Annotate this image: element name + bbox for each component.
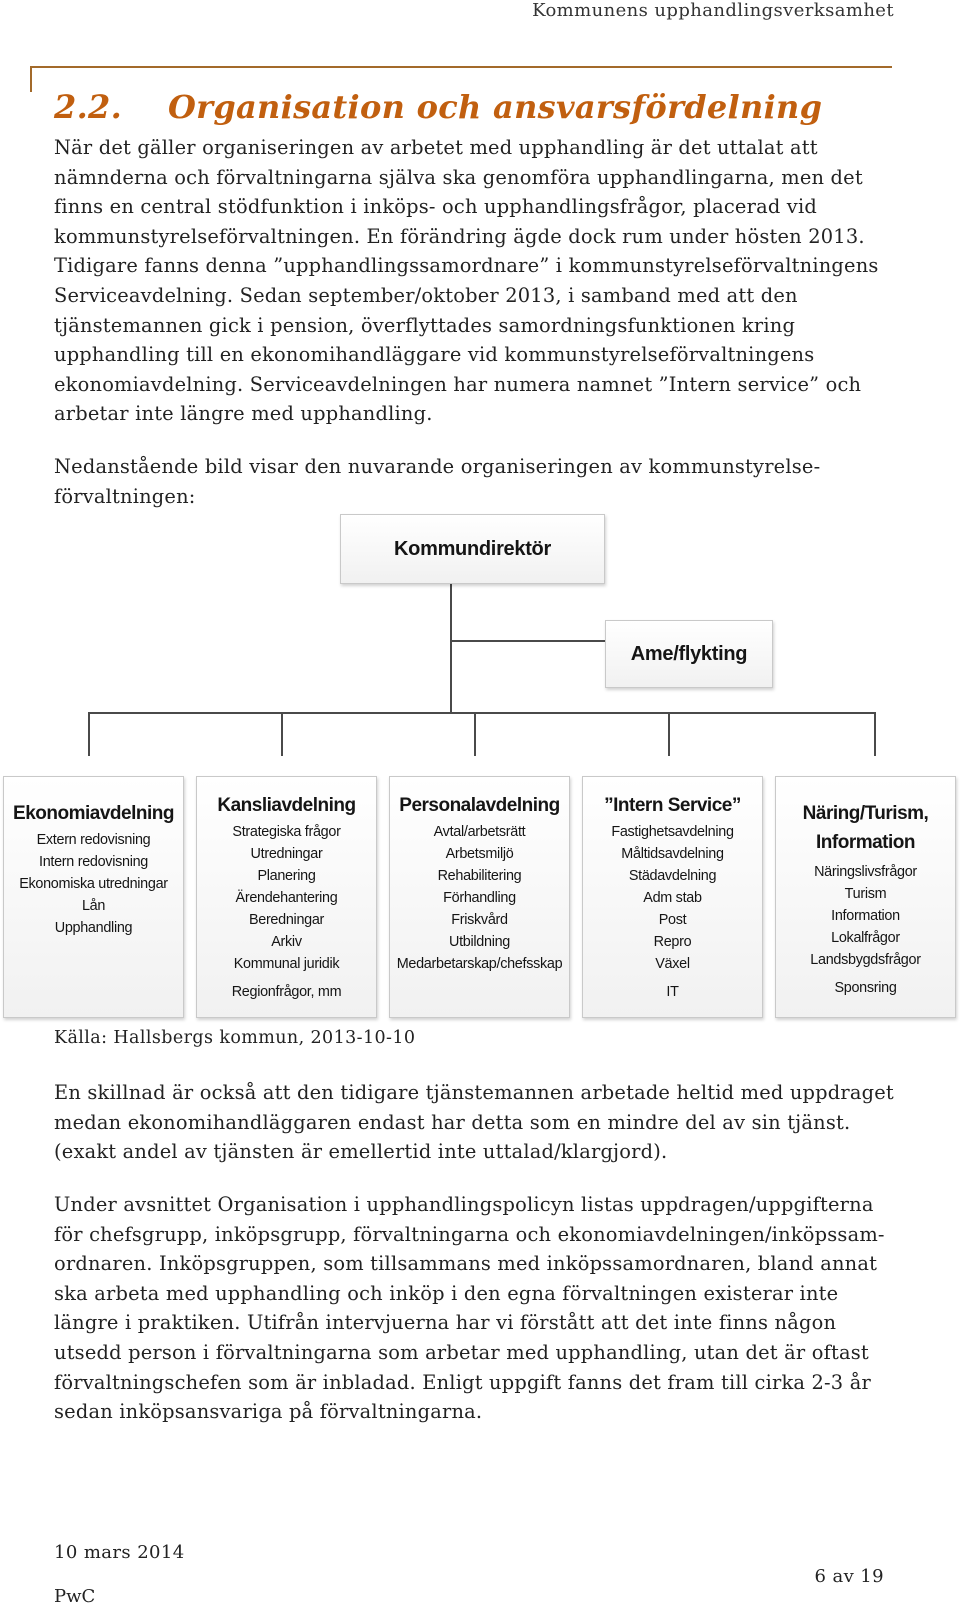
department-item: Arkiv [271, 934, 302, 950]
department-item: Sponsring [834, 980, 897, 996]
department-title: Ekonomiavdelning [13, 803, 174, 824]
department-item: Strategiska frågor [232, 824, 341, 840]
department-item: Planering [257, 868, 316, 884]
department-item: Regionfrågor, mm [231, 984, 342, 1000]
department-box-hr [389, 776, 570, 1018]
department-item: Arbetsmiljö [445, 846, 514, 862]
department-items [4, 829, 183, 939]
page-number: 6 av 19 [814, 1566, 884, 1587]
connector-line [88, 712, 90, 756]
department-items [583, 821, 762, 1003]
paragraph: En skillnad är också att den tidigare tjänstemannen arbetade heltid med uppdraget medan ekonomihandläggaren endast har detta som en mindre del av sin tjänst. (exakt andel av tjänsten är emellertid inte uttalad/klargjord). [54, 1081, 894, 1164]
header-rule [30, 66, 892, 68]
footer-organization: PwC [54, 1586, 96, 1607]
connector-line [281, 712, 283, 756]
department-item: Lån [81, 898, 106, 914]
department-title-line: Näring/Turism, [802, 803, 929, 824]
department-item: Intern redovisning [39, 854, 148, 870]
body-text-policy [54, 1190, 904, 1427]
connector-line [874, 712, 876, 756]
department-item: Utbildning [449, 934, 510, 950]
department-item: Växel [655, 956, 690, 972]
section-number: 2.2. [54, 88, 123, 126]
header-rule-tick [30, 66, 32, 92]
department-item: Friskvård [451, 912, 508, 928]
department-item: Avtal/arbetsrätt [433, 824, 526, 840]
department-item: Lokalfrågor [831, 930, 900, 946]
paragraph: Nedanstående bild visar den nuvarande organiseringen av kommunstyrelse-förvaltningen: [54, 455, 821, 508]
department-title [776, 799, 955, 857]
section-heading [54, 88, 822, 126]
department-item: Kommunal juridik [233, 956, 340, 972]
department-item: Medarbetarskap/chefsskap [396, 956, 563, 972]
department-item: Ekonomiska utredningar [19, 876, 168, 892]
department-items [197, 821, 376, 1003]
department-item: Upphandling [54, 920, 133, 936]
department-item: Adm stab [643, 890, 702, 906]
department-title: Personalavdelning [399, 795, 560, 816]
staff-unit-box [605, 620, 773, 688]
department-item: Näringslivsfrågor [814, 864, 917, 880]
body-text-difference [54, 1078, 904, 1167]
body-text-intro [54, 133, 904, 429]
department-item: IT [666, 984, 679, 1000]
staff-unit-label: Ame/flykting [630, 642, 748, 665]
connector-line [668, 712, 670, 756]
figure-caption: Källa: Hallsbergs kommun, 2013-10-10 [54, 1028, 416, 1048]
department-item: Måltidsavdelning [621, 846, 724, 862]
department-item: Rehabilitering [437, 868, 522, 884]
department-items [390, 821, 569, 975]
department-box-business-tourism [775, 776, 956, 1018]
section-title: Organisation och ansvarsfördelning [168, 88, 823, 126]
footer-date: 10 mars 2014 [54, 1542, 185, 1563]
director-box [340, 514, 605, 584]
department-box-chancery [196, 776, 377, 1018]
department-item: Fastighetsavdelning [611, 824, 734, 840]
department-item: Landsbygdsfrågor [810, 952, 921, 968]
department-item: Extern redovisning [36, 832, 151, 848]
department-item: Förhandling [443, 890, 516, 906]
body-text-chart-intro [54, 452, 904, 511]
org-chart [0, 514, 960, 1022]
department-item: Städavdelning [628, 868, 717, 884]
department-item: Information [831, 908, 900, 924]
department-title: ”Intern Service” [604, 795, 741, 816]
paragraph: Under avsnittet Organisation i upphandlingspolicyn listas uppdragen/uppgifterna för chefsgrupp, inköpsgrupp, förvaltningarna och ekonomiavdelningen/inköpssam-ordnaren. Inköpsgruppen, som tillsammans med inköpssamordnaren, bland annat ska arbeta med upphandling och inköp i den egna förvaltningen existerar inte längre i praktiken. Utifrån intervjuerna har vi förstått att det inte finns någon utsedd person i förvaltningarna som arbetar med upphandling, utan det är oftast förvaltningschefen som är inbladad. Enligt uppgift fanns det fram till cirka 2-3 år sedan inköpsansvariga på förvaltningarna. [54, 1193, 885, 1424]
department-title-line: Information [816, 832, 915, 853]
connector-line [451, 640, 611, 642]
department-box-economy [3, 776, 184, 1018]
department-items [776, 861, 955, 999]
department-item: Utredningar [250, 846, 323, 862]
connector-line [88, 712, 875, 714]
department-item: Beredningar [248, 912, 325, 928]
department-item: Turism [844, 886, 887, 902]
paragraph: När det gäller organiseringen av arbetet med upphandling är det uttalat att nämnderna och förvaltningarna själva ska genomföra upphandlingarna, men det finns en central stödfunktion i inköps- och upphandlingsfrågor, placerad vid kommunstyrelseförvaltningen. En förändring ägde dock rum under hösten 2013. Tidigare fanns denna ”upphandlingssamordnare” i kommunstyrelseförvaltningens Serviceavdelning. Sedan september/oktober 2013, i samband med att den tjänstemannen gick i pension, överflyttades samordningsfunktionen kring upphandling till en ekonomihandläggare vid kommunstyrelseförvaltningens ekonomiavdelning. Serviceavdelningen har numera namnet ”Intern service” och arbetar inte längre med upphandling. [54, 136, 879, 426]
department-box-internal-service [582, 776, 763, 1018]
connector-line [474, 712, 476, 756]
department-item: Repro [653, 934, 692, 950]
director-label: Kommundirektör [394, 537, 551, 560]
department-item: Ärendehantering [235, 890, 338, 906]
department-item: Post [658, 912, 687, 928]
running-header: Kommunens upphandlingsverksamhet [532, 0, 894, 21]
department-title: Kansliavdelning [217, 795, 356, 816]
